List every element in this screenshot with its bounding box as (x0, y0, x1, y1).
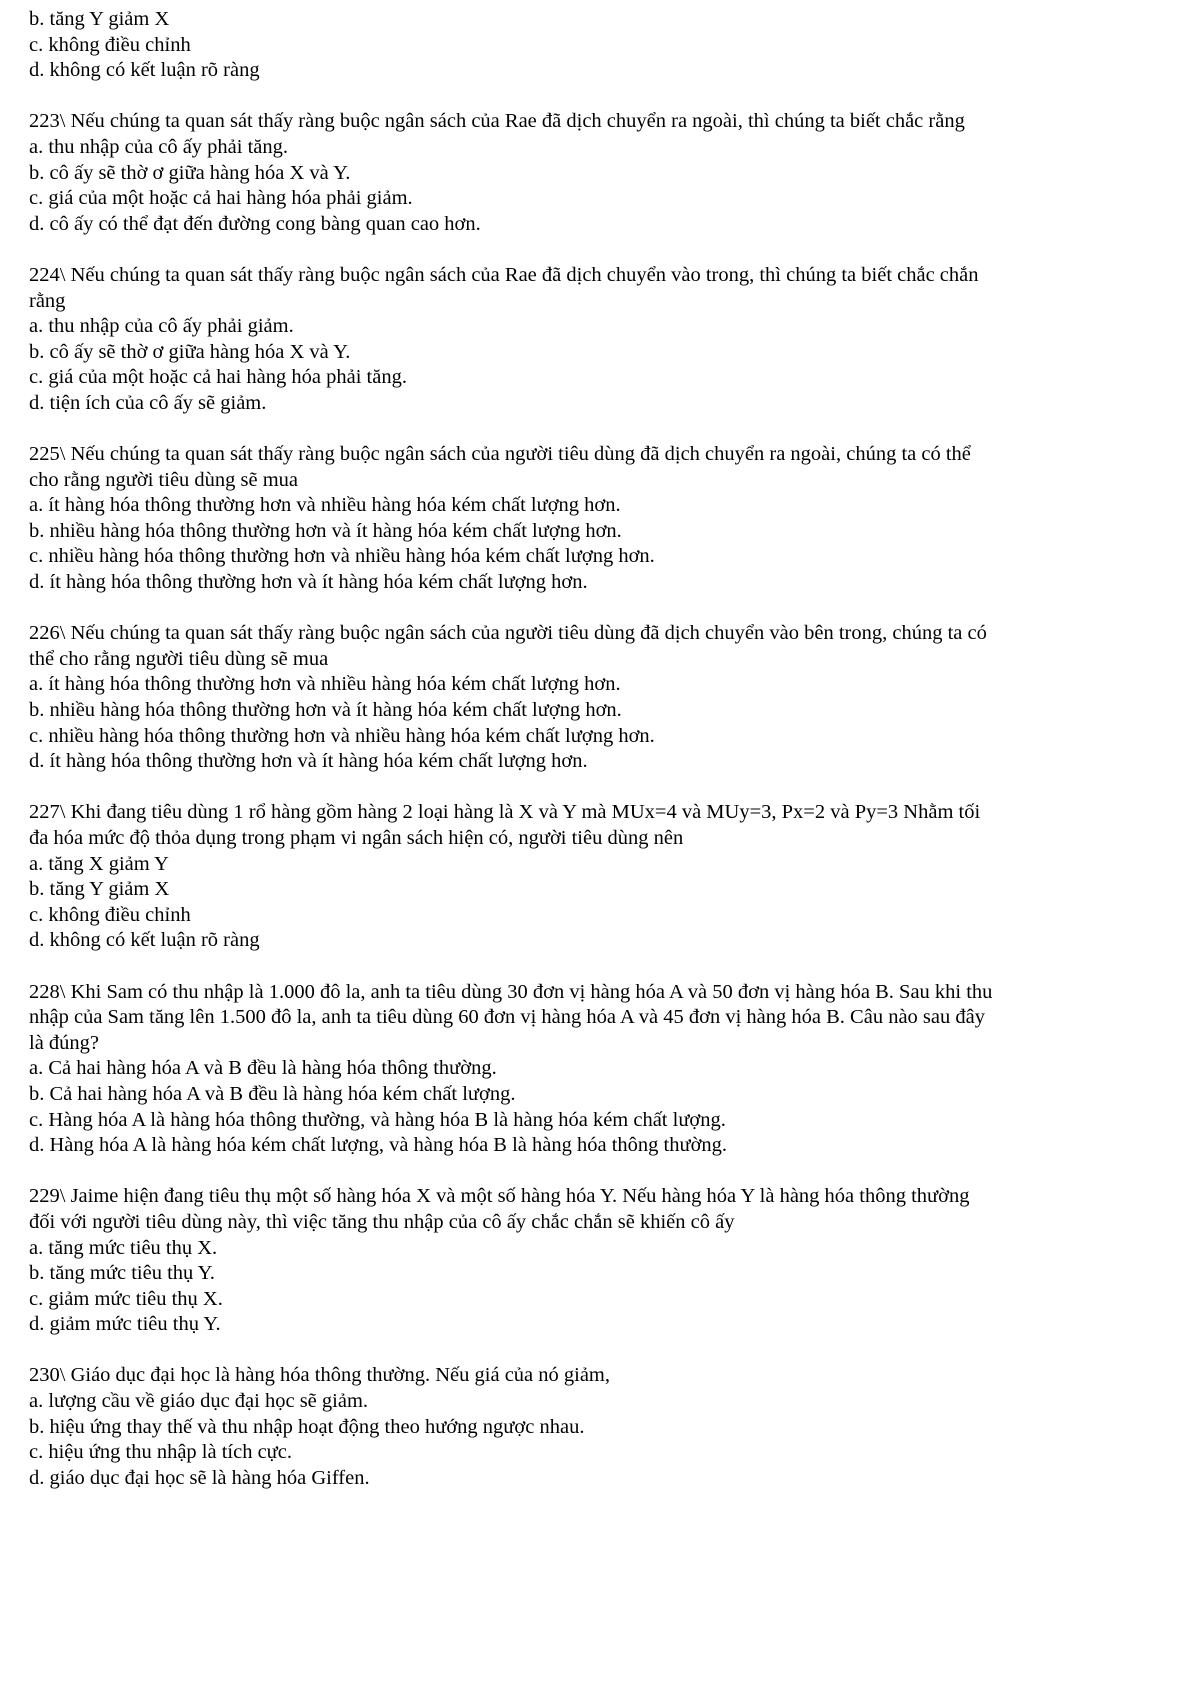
question-text: 228\ Khi Sam có thu nhập là 1.000 đô la, anh ta tiêu dùng 30 đơn vị hàng hóa A và 50 đơn vị hàng hóa B. Sau khi thu (29, 980, 993, 1003)
option-c: c. giảm mức tiêu thụ X. (29, 1287, 223, 1310)
option-d: d. không có kết luận rõ ràng (29, 929, 260, 952)
option-c: c. hiệu ứng thu nhập là tích cực. (29, 1441, 293, 1464)
question-text: 227\ Khi đang tiêu dùng 1 rổ hàng gồm hàng 2 loại hàng là X và Y mà MUx=4 và MUy=3, Px=2 và Py=3 Nhằm tối (29, 801, 981, 824)
question-text-continued: thể cho rằng người tiêu dùng sẽ mua (29, 647, 329, 670)
question-230 (29, 1363, 1169, 1491)
option-a: a. Cả hai hàng hóa A và B đều là hàng hóa thông thường. (29, 1057, 497, 1080)
question-text: 223\ Nếu chúng ta quan sát thấy ràng buộc ngân sách của Rae đã dịch chuyển ra ngoài, thì chúng ta biết chắc rằng (29, 110, 965, 133)
option-d: d. Hàng hóa A là hàng hóa kém chất lượng, và hàng hóa B là hàng hóa thông thường. (29, 1134, 728, 1157)
question-223 (29, 109, 1169, 237)
option-d: d. giáo dục đại học sẽ là hàng hóa Giffen. (29, 1466, 370, 1489)
question-text: 224\ Nếu chúng ta quan sát thấy ràng buộc ngân sách của Rae đã dịch chuyển vào trong, thì chúng ta biết chắc chắn (29, 263, 979, 286)
option-c: c. không điều chỉnh (29, 903, 191, 926)
option-c: c. nhiều hàng hóa thông thường hơn và nhiều hàng hóa kém chất lượng hơn. (29, 724, 655, 747)
question-229 (29, 1184, 1169, 1338)
option-d: d. ít hàng hóa thông thường hơn và ít hàng hóa kém chất lượng hơn. (29, 571, 588, 594)
option-a: a. thu nhập của cô ấy phải giảm. (29, 315, 294, 338)
option-b: b. tăng Y giảm X (29, 878, 170, 901)
option-c: c. nhiều hàng hóa thông thường hơn và nhiều hàng hóa kém chất lượng hơn. (29, 545, 655, 568)
option-a: a. tăng mức tiêu thụ X. (29, 1236, 218, 1259)
option-d: d. tiện ích của cô ấy sẽ giảm. (29, 391, 267, 414)
question-text-continued: đa hóa mức độ thỏa dụng trong phạm vi ngân sách hiện có, người tiêu dùng nên (29, 827, 684, 849)
question-text: 230\ Giáo dục đại học là hàng hóa thông thường. Nếu giá của nó giảm, (29, 1364, 611, 1387)
question-226 (29, 621, 1169, 775)
option-b: b. tăng Y giảm X (29, 8, 170, 30)
option-b: b. nhiều hàng hóa thông thường hơn và ít hàng hóa kém chất lượng hơn. (29, 699, 622, 722)
option-b: b. cô ấy sẽ thờ ơ giữa hàng hóa X và Y. (29, 340, 351, 363)
header-options (29, 7, 1169, 84)
option-c: c. giá của một hoặc cả hai hàng hóa phải tăng. (29, 366, 407, 389)
document-page (29, 7, 1169, 1491)
question-text: 225\ Nếu chúng ta quan sát thấy ràng buộc ngân sách của người tiêu dùng đã dịch chuyển ra ngoài, chúng ta có thể (29, 443, 971, 466)
question-224 (29, 263, 1169, 417)
option-a: a. ít hàng hóa thông thường hơn và nhiều hàng hóa kém chất lượng hơn. (29, 673, 621, 696)
question-text-continued: đối với người tiêu dùng này, thì việc tăng thu nhập của cô ấy chắc chắn sẽ khiến cô ấy (29, 1210, 735, 1233)
question-text: 229\ Jaime hiện đang tiêu thụ một số hàng hóa X và một số hàng hóa Y. Nếu hàng hóa Y là hàng hóa thông thường (29, 1185, 970, 1208)
option-d: d. không có kết luận rõ ràng (29, 59, 260, 82)
option-d: d. cô ấy có thể đạt đến đường cong bàng quan cao hơn. (29, 212, 481, 235)
question-text-continued: nhập của Sam tăng lên 1.500 đô la, anh ta tiêu dùng 60 đơn vị hàng hóa A và 45 đơn vị hàng hóa B. Câu nào sau đây (29, 1006, 985, 1029)
option-a: a. ít hàng hóa thông thường hơn và nhiều hàng hóa kém chất lượng hơn. (29, 494, 621, 517)
option-a: a. thu nhập của cô ấy phải tăng. (29, 135, 289, 158)
option-a: a. tăng X giảm Y (29, 852, 169, 875)
question-227 (29, 800, 1169, 954)
option-b: b. hiệu ứng thay thế và thu nhập hoạt động theo hướng ngược nhau. (29, 1415, 585, 1438)
option-d: d. giảm mức tiêu thụ Y. (29, 1313, 221, 1336)
option-b: b. nhiều hàng hóa thông thường hơn và ít hàng hóa kém chất lượng hơn. (29, 519, 622, 542)
option-c: c. không điều chỉnh (29, 33, 191, 56)
question-228 (29, 980, 1169, 1159)
option-b: b. Cả hai hàng hóa A và B đều là hàng hóa kém chất lượng. (29, 1082, 516, 1105)
option-b: b. tăng mức tiêu thụ Y. (29, 1262, 215, 1285)
question-text-continued: rằng (29, 289, 66, 312)
question-225 (29, 442, 1169, 596)
question-text-continued: là đúng? (29, 1031, 100, 1054)
option-b: b. cô ấy sẽ thờ ơ giữa hàng hóa X và Y. (29, 161, 351, 184)
option-c: c. giá của một hoặc cả hai hàng hóa phải giảm. (29, 187, 413, 210)
option-a: a. lượng cầu về giáo dục đại học sẽ giảm. (29, 1390, 369, 1413)
question-text-continued: cho rằng người tiêu dùng sẽ mua (29, 468, 299, 491)
option-c: c. Hàng hóa A là hàng hóa thông thường, và hàng hóa B là hàng hóa kém chất lượng. (29, 1108, 726, 1131)
question-text: 226\ Nếu chúng ta quan sát thấy ràng buộc ngân sách của người tiêu dùng đã dịch chuyển vào bên trong, chúng ta có (29, 622, 987, 645)
option-d: d. ít hàng hóa thông thường hơn và ít hàng hóa kém chất lượng hơn. (29, 750, 588, 773)
